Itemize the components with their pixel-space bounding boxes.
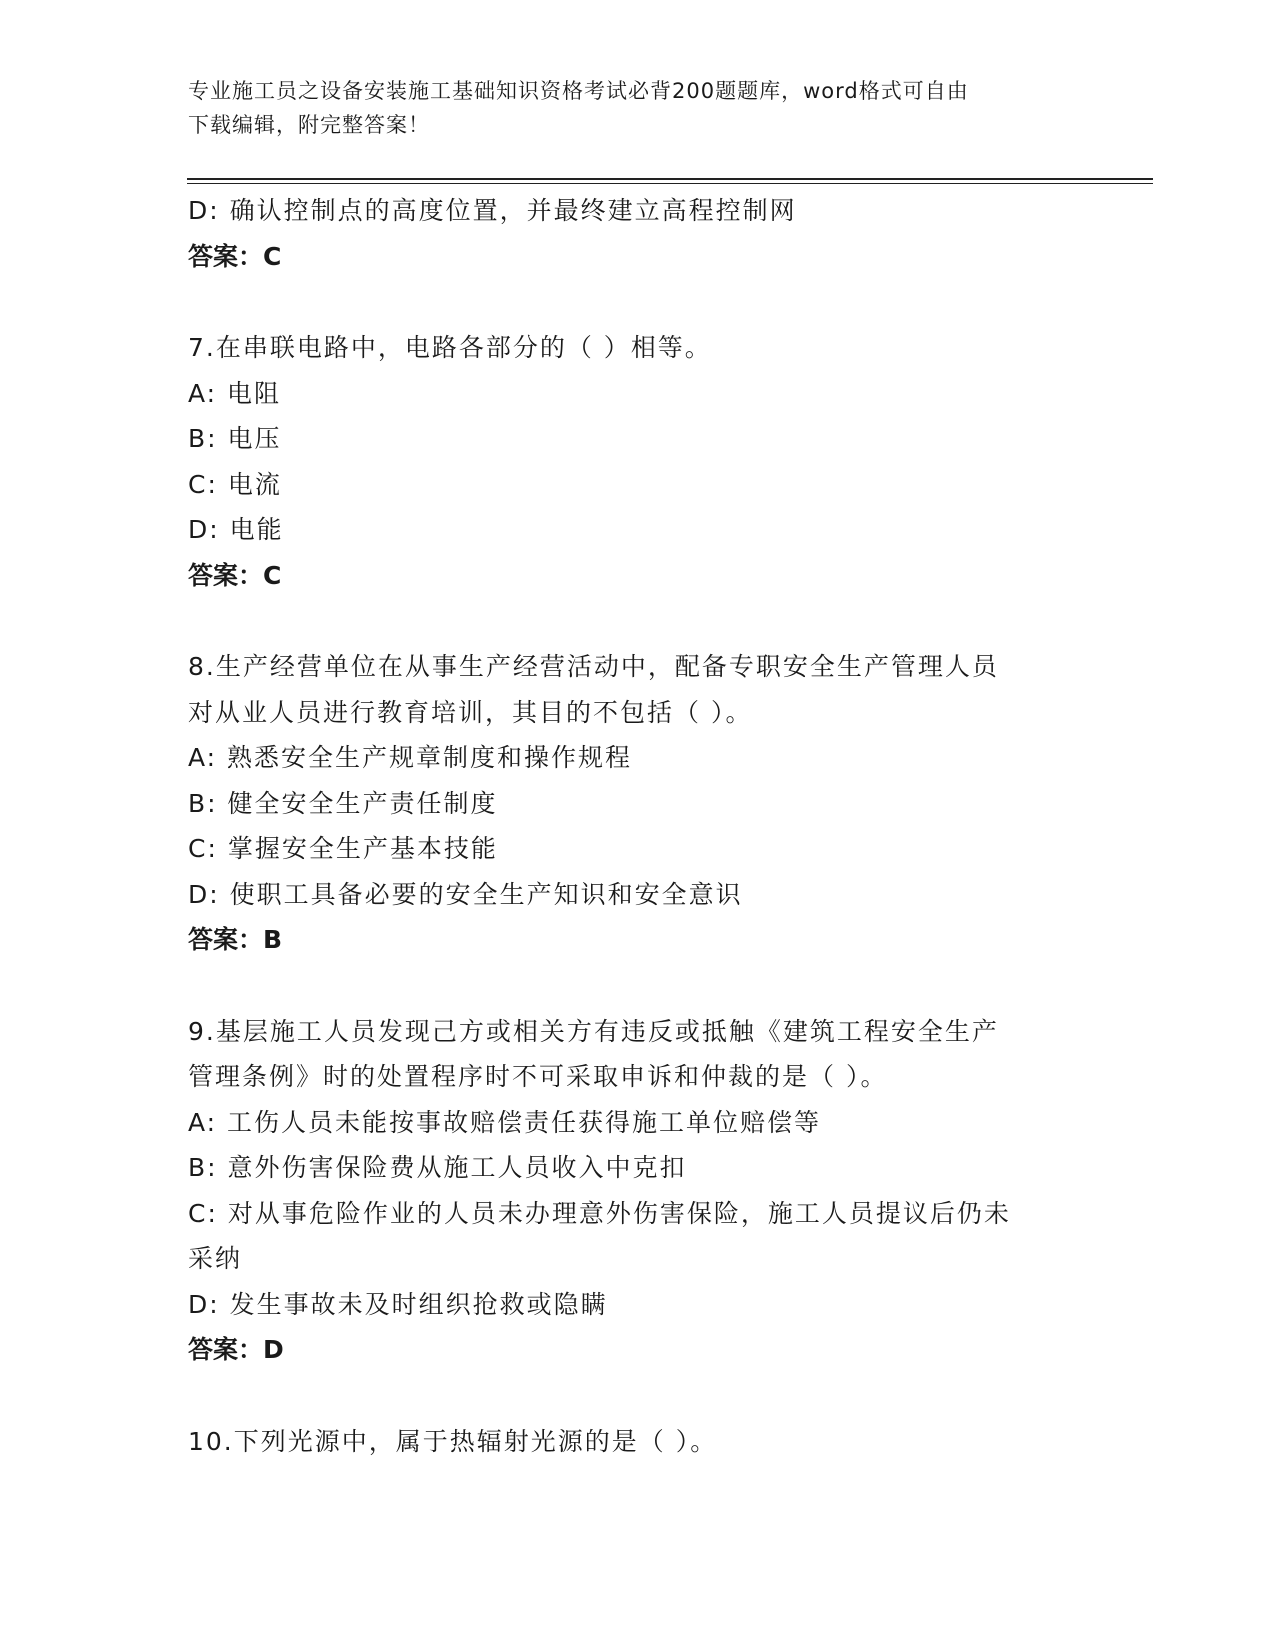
option-d: D: 电能: [188, 515, 284, 544]
header-divider: [187, 178, 1153, 180]
option-a: A: 熟悉安全生产规章制度和操作规程: [188, 743, 633, 772]
answer-line: 答案：C: [188, 560, 282, 590]
option-c: C: 掌握安全生产基本技能: [188, 834, 498, 863]
option-b: B: 意外伤害保险费从施工人员收入中克扣: [188, 1153, 687, 1182]
option-b: B: 健全安全生产责任制度: [188, 788, 498, 818]
option-d: D: 确认控制点的高度位置，并最终建立高程控制网: [188, 196, 797, 225]
option-d: D: 使职工具备必要的安全生产知识和安全意识: [188, 879, 743, 909]
header-line-1: 专业施工员之设备安装施工基础知识资格考试必背200题题库，word格式可自由: [188, 79, 969, 103]
question-list: [188, 188, 1088, 1464]
answer-line: 答案：C: [188, 241, 282, 271]
answer-line: 答案：B: [188, 925, 283, 954]
answer-line: 答案：D: [188, 1335, 284, 1364]
document-header: [188, 74, 1068, 142]
option-c: C: 电流: [188, 469, 282, 499]
option-a: A: 电阻: [188, 378, 282, 408]
option-b: B: 电压: [188, 424, 282, 453]
option-d: D: 发生事故未及时组织抢救或隐瞒: [188, 1289, 608, 1319]
option-c-cont: 采纳: [188, 1244, 243, 1273]
option-c: C: 对从事危险作业的人员未办理意外伤害保险，施工人员提议后仍未: [188, 1198, 1011, 1228]
question-9-text-cont: 管理条例》时的处置程序时不可采取申诉和仲裁的是（ ）。: [188, 1062, 888, 1091]
option-a: A: 工伤人员未能按事故赔偿责任获得施工单位赔偿等: [188, 1107, 822, 1137]
question-8-text-cont: 对从业人员进行教育培训，其目的不包括（ ）。: [188, 697, 753, 727]
question-9-text: 9.基层施工人员发现己方或相关方有违反或抵触《建筑工程安全生产: [188, 1016, 999, 1046]
question-8-text: 8.生产经营单位在从事生产经营活动中，配备专职安全生产管理人员: [188, 652, 999, 681]
header-line-2: 下载编辑，附完整答案！: [188, 113, 430, 137]
header-divider-thin: [187, 183, 1153, 184]
question-10-text: 10.下列光源中，属于热辐射光源的是（ ）。: [188, 1426, 718, 1456]
question-7-text: 7.在串联电路中，电路各部分的（ ）相等。: [188, 333, 712, 362]
